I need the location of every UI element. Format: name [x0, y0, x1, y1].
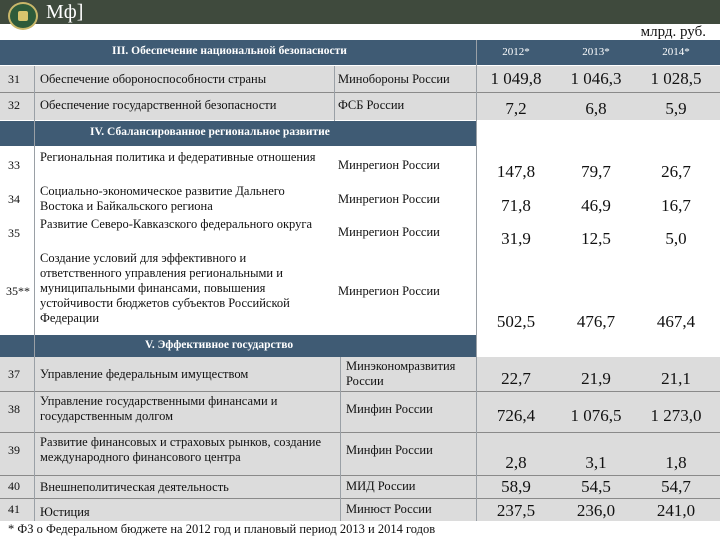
row-description: Обеспечение обороноспособности страны	[40, 72, 267, 86]
value-2013: 12,5	[581, 229, 611, 248]
row-divider	[0, 92, 720, 93]
value-2012: 237,5	[496, 501, 536, 520]
row-number: 37	[8, 367, 20, 381]
value-2013: 79,7	[581, 162, 611, 181]
unit-label: млрд. руб.	[640, 24, 706, 40]
emblem-icon	[8, 2, 38, 30]
value-2014: 1,8	[665, 453, 687, 472]
row-description: Региональная политика и федеративные отношения	[40, 150, 316, 164]
top-bar	[0, 0, 720, 24]
value-2013: 1 076,5	[570, 406, 622, 425]
value-2012: 71,8	[501, 196, 531, 215]
table-row	[0, 93, 720, 120]
row-description: Создание условий для эффективного и ответственного управления региональными и муниципальными финансами, повышения устойчивости бюджетов субъектов Российской Федерации	[40, 251, 290, 325]
row-ministry: Минрегион России	[338, 284, 440, 298]
row-divider	[0, 475, 720, 476]
row-divider	[0, 498, 720, 499]
row-number: 34	[8, 192, 20, 206]
value-2012: 2,8	[505, 453, 527, 472]
row-number: 32	[8, 98, 20, 112]
value-2014: 26,7	[661, 162, 691, 181]
row-number: 41	[8, 502, 20, 516]
value-2012: 58,9	[501, 477, 531, 496]
column-header-2013: 2013*	[582, 46, 610, 58]
value-2014: 5,9	[665, 99, 687, 118]
value-2012: 147,8	[496, 162, 536, 181]
value-2012: 502,5	[496, 312, 536, 331]
section-label: III. Обеспечение национальной безопасности	[112, 45, 347, 57]
value-2013: 476,7	[576, 312, 616, 331]
value-2012: 1 049,8	[490, 69, 542, 88]
row-description: Социально-экономическое развитие Дальнего Востока и Байкальского региона	[40, 184, 285, 213]
row-divider	[0, 432, 720, 433]
row-description: Внешнеполитическая деятельность	[40, 480, 229, 494]
section-label: IV. Сбалансированное региональное развитие	[90, 126, 330, 138]
value-2014: 5,0	[665, 229, 687, 248]
table-row	[0, 499, 720, 521]
section-header-5	[0, 335, 476, 357]
row-ministry: МИД России	[346, 479, 416, 493]
column-divider	[340, 357, 341, 521]
table-row	[0, 184, 720, 217]
value-2012: 726,4	[496, 406, 536, 425]
row-description: Управление государственными финансами и государственным долгом	[40, 394, 278, 423]
row-number: 40	[8, 479, 20, 493]
row-description: Управление федеральным имуществом	[40, 367, 249, 381]
table-row	[0, 392, 720, 432]
table-row	[0, 250, 720, 334]
section-header-4-blank	[476, 121, 720, 146]
column-divider	[334, 66, 335, 121]
org-name: Мф]	[46, 1, 84, 23]
column-header-2012: 2012*	[502, 46, 530, 58]
value-2014: 241,0	[656, 501, 696, 520]
table-row	[0, 357, 720, 391]
row-number: 35	[8, 226, 20, 240]
row-ministry: Минфин России	[346, 443, 433, 457]
row-ministry: ФСБ России	[338, 98, 405, 112]
row-number: 31	[8, 72, 20, 86]
row-ministry: Минфин России	[346, 402, 433, 416]
row-description: Развитие финансовых и страховых рынков, создание международного финансового центра	[40, 435, 322, 464]
row-ministry: Минрегион России	[338, 225, 440, 239]
value-2013: 236,0	[576, 501, 616, 520]
row-description: Развитие Северо-Кавказского федерального округа	[40, 217, 313, 231]
table-row	[0, 148, 720, 184]
value-2014: 1 028,5	[650, 69, 702, 88]
row-number: 38	[8, 402, 20, 416]
row-number: 35**	[6, 284, 30, 298]
section-header-4	[0, 121, 476, 146]
row-description: Обеспечение государственной безопасности	[40, 98, 277, 112]
value-2012: 22,7	[501, 369, 531, 388]
table-row	[0, 217, 720, 250]
table-row	[0, 433, 720, 475]
column-header-2014: 2014*	[662, 46, 690, 58]
value-2012: 31,9	[501, 229, 531, 248]
value-2014: 54,7	[661, 477, 691, 496]
row-ministry: Минобороны России	[338, 72, 450, 86]
footnote: * ФЗ о Федеральном бюджете на 2012 год и плановый период 2013 и 2014 годов	[8, 522, 436, 536]
value-2014: 16,7	[661, 196, 691, 215]
table-row	[0, 66, 720, 92]
value-2014: 467,4	[656, 312, 696, 331]
value-2013: 3,1	[585, 453, 607, 472]
value-2012: 7,2	[505, 99, 527, 118]
value-2013: 1 046,3	[570, 69, 622, 88]
row-description: Юстиция	[40, 505, 90, 519]
table-row	[0, 476, 720, 498]
section-label: V. Эффективное государство	[145, 339, 294, 351]
value-2013: 6,8	[585, 99, 607, 118]
value-2014: 1 273,0	[650, 406, 702, 425]
row-ministry: Минрегион России	[338, 158, 440, 172]
section-header-3	[0, 40, 720, 65]
value-2014: 21,1	[661, 369, 691, 388]
value-2013: 21,9	[581, 369, 611, 388]
value-2013: 46,9	[581, 196, 611, 215]
row-ministry: Минюст России	[346, 502, 432, 516]
column-divider	[476, 40, 477, 521]
row-divider	[0, 391, 720, 392]
row-ministry: Минэкономразвития России	[346, 359, 456, 388]
row-number: 33	[8, 158, 20, 172]
row-ministry: Минрегион России	[338, 192, 440, 206]
column-divider	[34, 66, 35, 521]
value-2013: 54,5	[581, 477, 611, 496]
row-number: 39	[8, 443, 20, 457]
